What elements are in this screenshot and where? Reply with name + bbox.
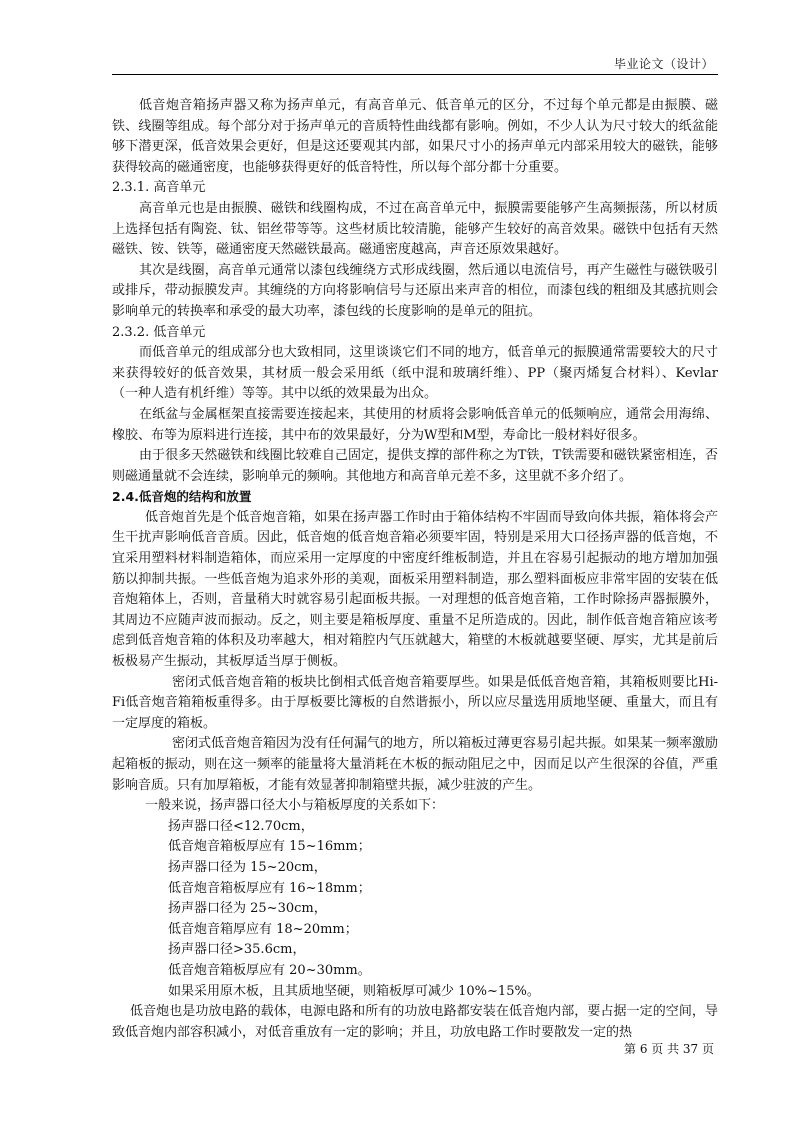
document-body xyxy=(112,96,718,1043)
list-item: 扬声器口径为 15~20cm， xyxy=(168,859,327,875)
list-item: 低音炮音箱板厚应有 20~30mm。 xyxy=(168,962,371,978)
paragraph: 一般来说，扬声器口径大小与箱板厚度的关系如下： xyxy=(145,798,445,814)
paragraph: 低音炮首先是个低音炮音箱，如果在扬声器工作时由于箱体结构不牢固而导致向体共振，箱体将会产生干扰声影响低音音质。因此，低音炮的低音炮音箱必须要牢固，特别是采用大口径扬声器的低音炮，不宜采用塑料材料制造箱体，而应采用一定厚度的中密度纤维板制造，并且在容易引起振动的地方增加加强筋以抑制共振。一些低音炮为追求外形的美观，面板采用塑料制造，那么塑料面板应非常牢固的安装在低音炮箱体上，否则，音量稍大时就容易引起面板共振。一对理想的低音炮音箱，工作时除扬声器振膜外，其周边不应随声波而振动。反之，则主要是箱板厚度、重量不足所造成的。因此，制作低音炮音箱应该考虑到低音炮音箱的体积及功率越大，相对箱腔内气压就越大，箱壁的木板就越要坚硬、厚实，尤其是前后板极易产生振动，其板厚适当厚于侧板。 xyxy=(112,509,718,670)
paragraph: 高音单元也是由振膜、磁铁和线圈构成，不过在高音单元中，振膜需要能够产生高频振荡，所以材质上选择包括有陶瓷、钛、铝丝带等等。这些材质比较清脆，能够产生较好的高音效果。磁铁中包括有天然磁铁、铵、铁等，磁通密度天然磁铁最高。磁通密度越高，声音还原效果越好。 xyxy=(112,200,718,258)
section-heading-2-4: 2.4.低音炮的结构和放置 xyxy=(112,489,252,505)
paragraph: 低音炮也是功放电路的载体，电源电路和所有的功放电路都安装在低音炮内部，要占据一定的空间，导致低音炮内部容积减小，对低音重放有一定的影响；并且，功放电路工作时要散发一定的热 xyxy=(112,1004,718,1040)
paragraph: 在纸盆与金属框架直接需要连接起来，其使用的材质将会影响低音单元的低频响应，通常会用海绵、橡胶、布等为原料进行连接，其中布的效果最好，分为W型和M型，寿命比一般材料好很多。 xyxy=(112,406,718,443)
list-item: 扬声器口径<12.70cm， xyxy=(168,818,314,834)
section-heading-2-3-1: 2.3.1. 高音单元 xyxy=(112,180,206,196)
thickness-list xyxy=(112,817,718,1002)
list-item: 如果采用原木板，且其质地坚硬，则箱板厚可减少 10%~15%。 xyxy=(168,983,540,999)
list-item: 低音炮音箱板厚应有 15~16mm； xyxy=(168,839,371,855)
page-header xyxy=(112,52,718,75)
paragraph: 而低音单元的组成部分也大致相同，这里谈谈它们不同的地方，低音单元的振膜通常需要较大的尺寸来获得较好的低音效果，其材质一般会采用纸（纸中混和玻璃纤维）、PP（聚丙烯复合材料）、Kevlar（一种人造有机纤维）等等。其中以纸的效果最为出众。 xyxy=(112,345,718,402)
list-item: 低音炮音箱厚应有 18~20mm； xyxy=(168,921,358,937)
paragraph: 其次是线圈，高音单元通常以漆包线缠绕方式形成线圈，然后通以电流信号，再产生磁性与磁铁吸引或排斥，带动振膜发声。其缠绕的方向将影响信号与还原出来声音的相位，而漆包线的粗细及其感抗则会影响单元的转换率和承受的最大功率，漆包线的长度影响的是单元的阻抗。 xyxy=(112,262,718,319)
paragraph: 低音炮音箱扬声器又称为扬声单元，有高音单元、低音单元的区分，不过每个单元都是由振膜、磁铁、线圈等组成。每个部分对于扬声单元的音质特性曲线都有影响。例如，不少人认为尺寸较大的纸盆能够下潜更深，低音效果会更好，但是这还要观其内部，如果尺寸小的扬声单元内部采用较大的磁铁，能够获得较高的磁通密度，也能够获得更好的低音特性，所以每个部分都十分重要。 xyxy=(112,98,718,175)
page-footer xyxy=(112,1040,718,1057)
paragraph: 密闭式低音炮音箱因为没有任何漏气的地方，所以箱板过薄更容易引起共振。如果某一频率激励起箱板的振动，则在这一频率的能量将大量消耗在木板的振动阻尼之中，因而足以产生很深的谷值，严重影响音质。只有加厚箱板，才能有效显著抑制箱壁共振，减少驻波的产生。 xyxy=(112,736,719,793)
list-item: 扬声器口径>35.6cm， xyxy=(168,942,306,958)
header-title: 毕业论文（设计） xyxy=(613,57,714,71)
section-heading-2-3-2: 2.3.2. 低音单元 xyxy=(112,324,206,340)
page-number: 第 6 页 共 37 页 xyxy=(624,1042,714,1056)
list-item: 扬声器口径为 25~30cm， xyxy=(168,901,327,917)
list-item: 低音炮音箱板厚应有 16~18mm； xyxy=(168,880,371,896)
paragraph: 密闭式低音炮音箱的板块比倒相式低音炮音箱要厚些。如果是低低音炮音箱，其箱板则要比Hi-Fi低音炮音箱箱板重得多。由于厚板要比簿板的自然谐振小，所以应尽量选用质地坚硬、重量大，而且有一定厚度的箱板。 xyxy=(112,674,718,731)
paragraph: 由于很多天然磁铁和线圈比较难自己固定，提供支撑的部件称之为T铁，T铁需要和磁铁紧密相连，否则磁通量就不会连续，影响单元的频响。其他地方和高音单元差不多，这里就不多介绍了。 xyxy=(112,448,718,484)
